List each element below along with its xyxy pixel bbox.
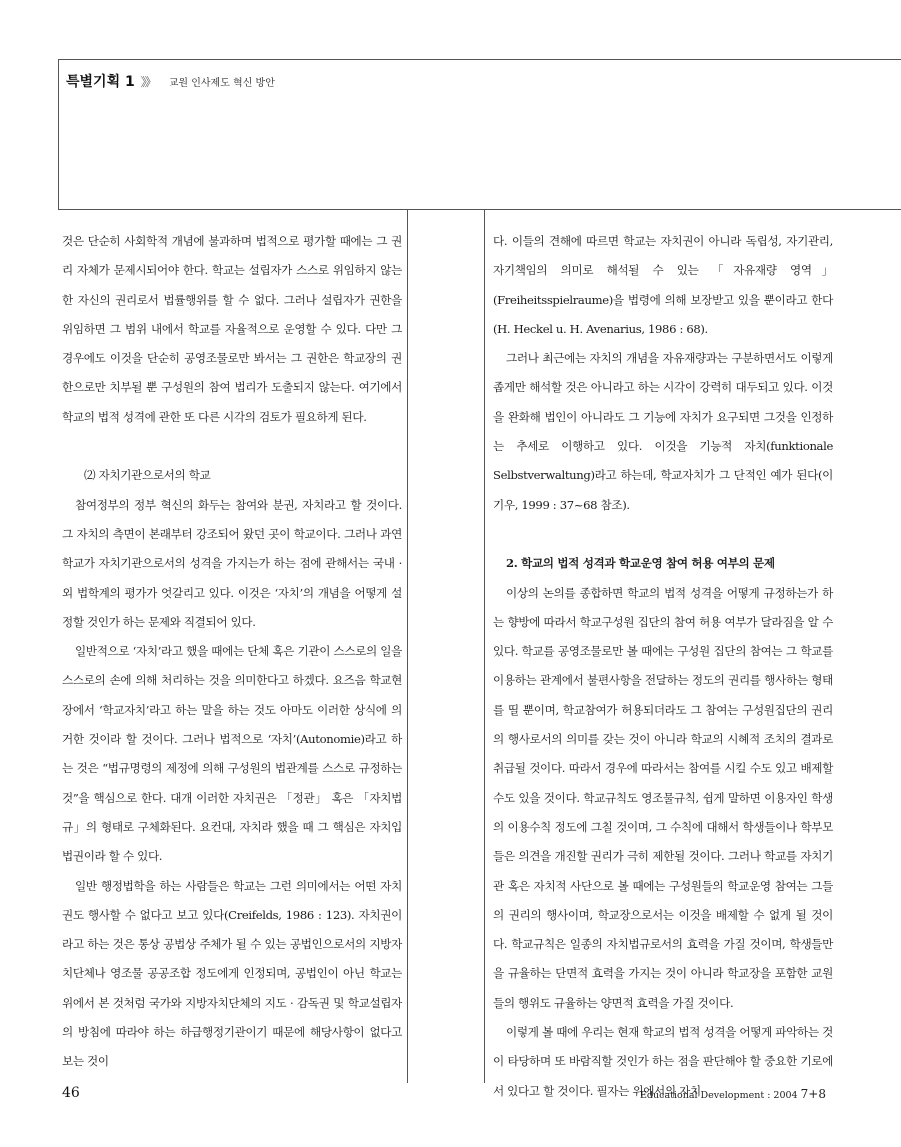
series-label: 특별기획 1 [66,74,135,90]
header-top-rule [58,59,901,60]
running-header [66,71,275,91]
paragraph: 일반 행정법학을 하는 사람들은 학교는 그런 의미에서는 어떤 자치권도 행사할 수 없다고 보고 있다(Creifelds, 1986 : 123). 자치권이라고 하는 것은 통상 공법상 주체가 될 수 있는 공법인으로서의 지방자치단체나 영조물 공공조합 정도에게 인정되며, 공법인이 아닌 학교는 위에서 본 것처럼 국가와 지방자치단체의 지도 · 감독권 및 학교설립자의 방침에 따라야 하는 하급행정기관이기 때문에 해당사항이 없다고 보는 것이 [62,878,402,1069]
paragraph-gap [493,520,833,549]
paragraph: 이상의 논의를 종합하면 학교의 법적 성격을 어떻게 규정하는가 하는 향방에 따라서 학교구성원 집단의 참여 허용 여부가 달라짐을 알 수 있다. 학교를 공영조물로만 볼 때에는 구성원 집단의 참여는 그 학교를 이용하는 관계에서 불편사항을 전달하는 정도의 권리를 행사하는 형태를 띨 뿐이며, 학교참여가 허용되더라도 그 참여는 구성원집단의 권리의 행사로서의 의미를 갖는 것이 아니라 학교의 시혜적 조치의 결과로 취급될 것이다. 따라서 경우에 따라서는 참여를 시킬 수도 있고 배제할 수도 있을 것이다. 학교규칙도 영조물규칙, 쉽게 말하면 이용자인 학생의 이용수칙 정도에 그칠 것이며, 그 수칙에 대해서 학생들이나 학부모들은 의견을 개진할 권리가 극히 제한될 것이다. 그러나 학교를 자치기관 혹은 자치적 사단으로 볼 때에는 구성원들의 학교운영 참여는 그들의 권리의 행사이며, 학교장으로서는 이것을 배제할 수 없게 될 것이다. 학교규칙은 일종의 자치법규로서의 효력을 가질 것이며, 학생들만을 규율하는 단면적 효력을 가지는 것이 아니라 학교장을 포함한 교원들의 행위도 규율하는 양면적 효력을 가질 것이다. [493,585,833,1010]
section-title: 교원 인사제도 혁신 방안 [168,78,275,89]
column-divider-right [484,209,485,1083]
left-text-column [62,227,402,1077]
journal-footer [640,1087,826,1101]
right-text-column [493,227,833,1106]
header-left-rule [58,59,59,209]
journal-issue: 7+8 [800,1087,826,1101]
paragraph: 이렇게 볼 때에 우리는 현재 학교의 법적 성격을 어떻게 파악하는 것이 타당하며 또 바람직할 것인가 하는 점을 판단해야 할 중요한 기로에 서 있다고 할 것이다. 필자는 위에서의 자치 [493,1025,833,1098]
section-heading: 2. 학교의 법적 성격과 학교운영 참여 허용 여부의 문제 [506,556,775,571]
column-divider-left [407,209,408,1083]
page-number: 46 [62,1085,80,1101]
paragraph: 다. 이들의 견해에 따르면 학교는 자치권이 아니라 독립성, 자기관리, 자기책임의 의미로 해석될 수 있는 「자유재량 영역」(Freiheitsspielraume)을 법령에 의해 보장받고 있을 뿐이라고 한다(H. Heckel u. H. Avenarius, 1986 : 68). [493,234,833,336]
paragraph: 일반적으로 ‘자치’라고 했을 때에는 단체 혹은 기관이 스스로의 일을 스스로의 손에 의해 처리하는 것을 의미한다고 하겠다. 요즈음 학교현장에서 ‘학교자치’라고 하는 말을 하는 것도 아마도 이러한 상식에 의거한 것이라 할 것이다. 그러나 법적으로 ‘자치’(Autonomie)라고 하는 것은 “법규명령의 제정에 의해 구성원의 법관계를 스스로 규정하는 것”을 핵심으로 한다. 대개 이러한 자치권은 「정관」 혹은 「자치법규」의 형태로 구체화된다. 요컨대, 자치라 했을 때 그 핵심은 자치입법권이라 할 수 있다. [62,644,402,864]
subsection-heading: ⑵ 자치기관으로서의 학교 [84,468,211,483]
double-chevron-icon: 》》 [140,75,155,89]
header-bottom-rule [58,209,901,210]
paragraph-gap [62,432,402,461]
paragraph: 참여정부의 정부 혁신의 화두는 참여와 분권, 자치라고 할 것이다. 그 자치의 측면이 본래부터 강조되어 왔던 곳이 학교이다. 그러나 과연 학교가 자치기관으로서의 성격을 가지는가 하는 점에 관해서는 국내 · 외 법학계의 평가가 엇갈리고 있다. 이것은 ‘자치’의 개념을 어떻게 설정할 것인가 하는 문제와 직결되어 있다. [62,497,402,629]
paragraph: 그러나 최근에는 자치의 개념을 자유재량과는 구분하면서도 이렇게 좁게만 해석할 것은 아니라고 하는 시각이 강력히 대두되고 있다. 이것을 완화해 법인이 아니라도 그 기능에 자치가 요구되면 그것을 인정하는 추세로 이행하고 있다. 이것을 기능적 자치(funktionale Selbstverwaltung)라고 하는데, 학교자치가 그 단적인 예가 된다(이기우, 1999 : 37~68 참조). [493,351,833,512]
paragraph: 것은 단순히 사회학적 개념에 불과하며 법적으로 평가할 때에는 그 권리 자체가 문제시되어야 한다. 학교는 설립자가 스스로 위임하지 않는 한 자신의 권리로서 법률행위를 할 수 없다. 그러나 설립자가 권한을 위임하면 그 범위 내에서 학교를 자율적으로 운영할 수 있다. 다만 그 경우에도 이것을 단순히 공영조물로만 봐서는 그 권한은 학교장의 권한으로만 치부될 뿐 구성원의 참여 법리가 도출되지 않는다. 여기에서 학교의 법적 성격에 관한 또 다른 시각의 검토가 필요하게 된다. [62,234,402,424]
journal-name: Educational Development : 2004 [640,1090,798,1101]
